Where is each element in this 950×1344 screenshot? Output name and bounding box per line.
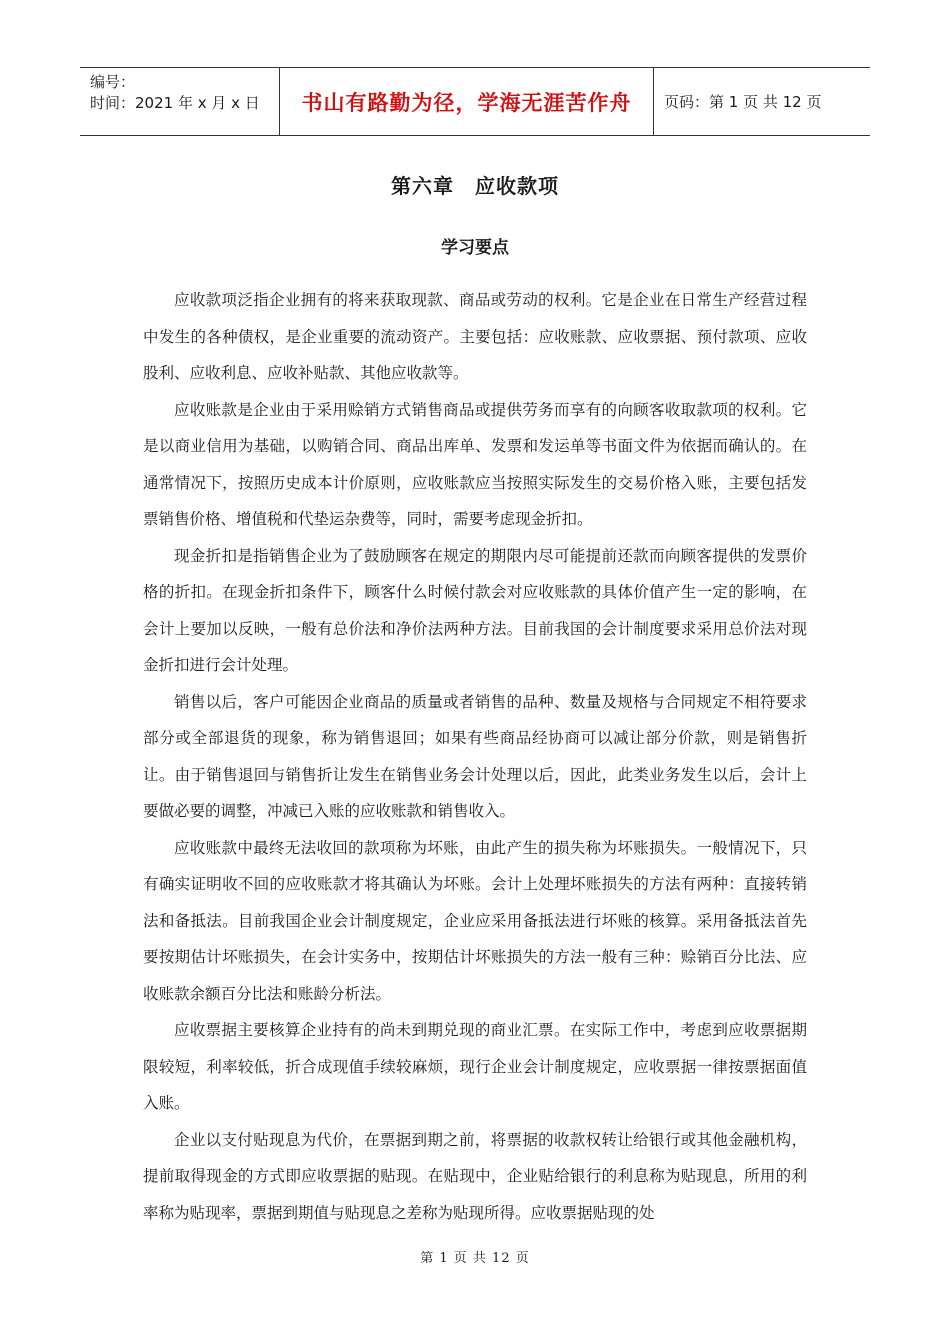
body-text <box>143 282 807 1231</box>
header-table <box>80 67 870 136</box>
paragraph: 企业以支付贴现息为代价，在票据到期之前，将票据的收款权转让给银行或其他金融机构，提前取得现金的方式即应收票据的贴现。在贴现中，企业贴给银行的利息称为贴现息，所用的利率称为贴现率，票据到期值与贴现息之差称为贴现所得。应收票据贴现的处 <box>143 1130 807 1222</box>
paragraph: 应收票据主要核算企业持有的尚未到期兑现的商业汇票。在实际工作中，考虑到应收票据期限较短，利率较低，折合成现值手续较麻烦，现行企业会计制度规定，应收票据一律按票据面值入账。 <box>143 1021 807 1112</box>
document-date-label: 时间：2021 年 x 月 x 日 <box>90 94 260 112</box>
paragraph: 应收款项泛指企业拥有的将来获取现款、商品或劳动的权利。它是企业在日常生产经营过程中发生的各种债权，是企业重要的流动资产。主要包括：应收账款、应收票据、预付款项、应收股利、应收利息、应收补贴款、其他应收款等。 <box>143 291 807 382</box>
section-title: 学习要点 <box>441 238 509 258</box>
paragraph: 现金折扣是指销售企业为了鼓励顾客在规定的期限内尽可能提前还款而向顾客提供的发票价格的折扣。在现金折扣条件下，顾客什么时候付款会对应收账款的具体价值产生一定的影响，在会计上要加以反映，一般有总价法和净价法两种方法。目前我国的会计制度要求采用总价法对现金折扣进行会计处理。 <box>143 546 807 674</box>
page-footer: 第 1 页 共 12 页 <box>420 1251 530 1266</box>
paragraph: 应收账款中最终无法收回的款项称为坏账，由此产生的损失称为坏账损失。一般情况下，只有确实证明收不回的应收账款才将其确认为坏账。会计上处理坏账损失的方法有两种：直接转销法和备抵法。目前我国企业会计制度规定，企业应采用备抵法进行坏账的核算。采用备抵法首先要按期估计坏账损失，在会计实务中，按期估计坏账损失的方法一般有三种：赊销百分比法、应收账款余额百分比法和账龄分析法。 <box>143 838 807 1003</box>
chapter-title: 第六章 应收款项 <box>391 174 559 198</box>
document-number-label: 编号： <box>90 73 136 91</box>
header-meta-cell <box>80 68 280 135</box>
paragraph: 应收账款是企业由于采用赊销方式销售商品或提供劳务而享有的向顾客收取款项的权利。它是以商业信用为基础，以购销合同、商品出库单、发票和发运单等书面文件为依据而确认的。在通常情况下，按照历史成本计价原则，应收账款应当按照实际发生的交易价格入账，主要包括发票销售价格、增值税和代垫运杂费等，同时，需要考虑现金折扣。 <box>143 400 807 528</box>
header-motto: 书山有路勤为径，学海无涯苦作舟 <box>280 68 654 135</box>
header-page-info: 页码：第 1 页 共 12 页 <box>664 93 822 111</box>
paragraph: 销售以后，客户可能因企业商品的质量或者销售的品种、数量及规格与合同规定不相符要求部分或全部退货的现象，称为销售退回；如果有些商品经协商可以减让部分价款，则是销售折让。由于销售退回与销售折让发生在销售业务会计处理以后，因此，此类业务发生以后，会计上要做必要的调整，冲减已入账的应收账款和销售收入。 <box>143 692 807 820</box>
